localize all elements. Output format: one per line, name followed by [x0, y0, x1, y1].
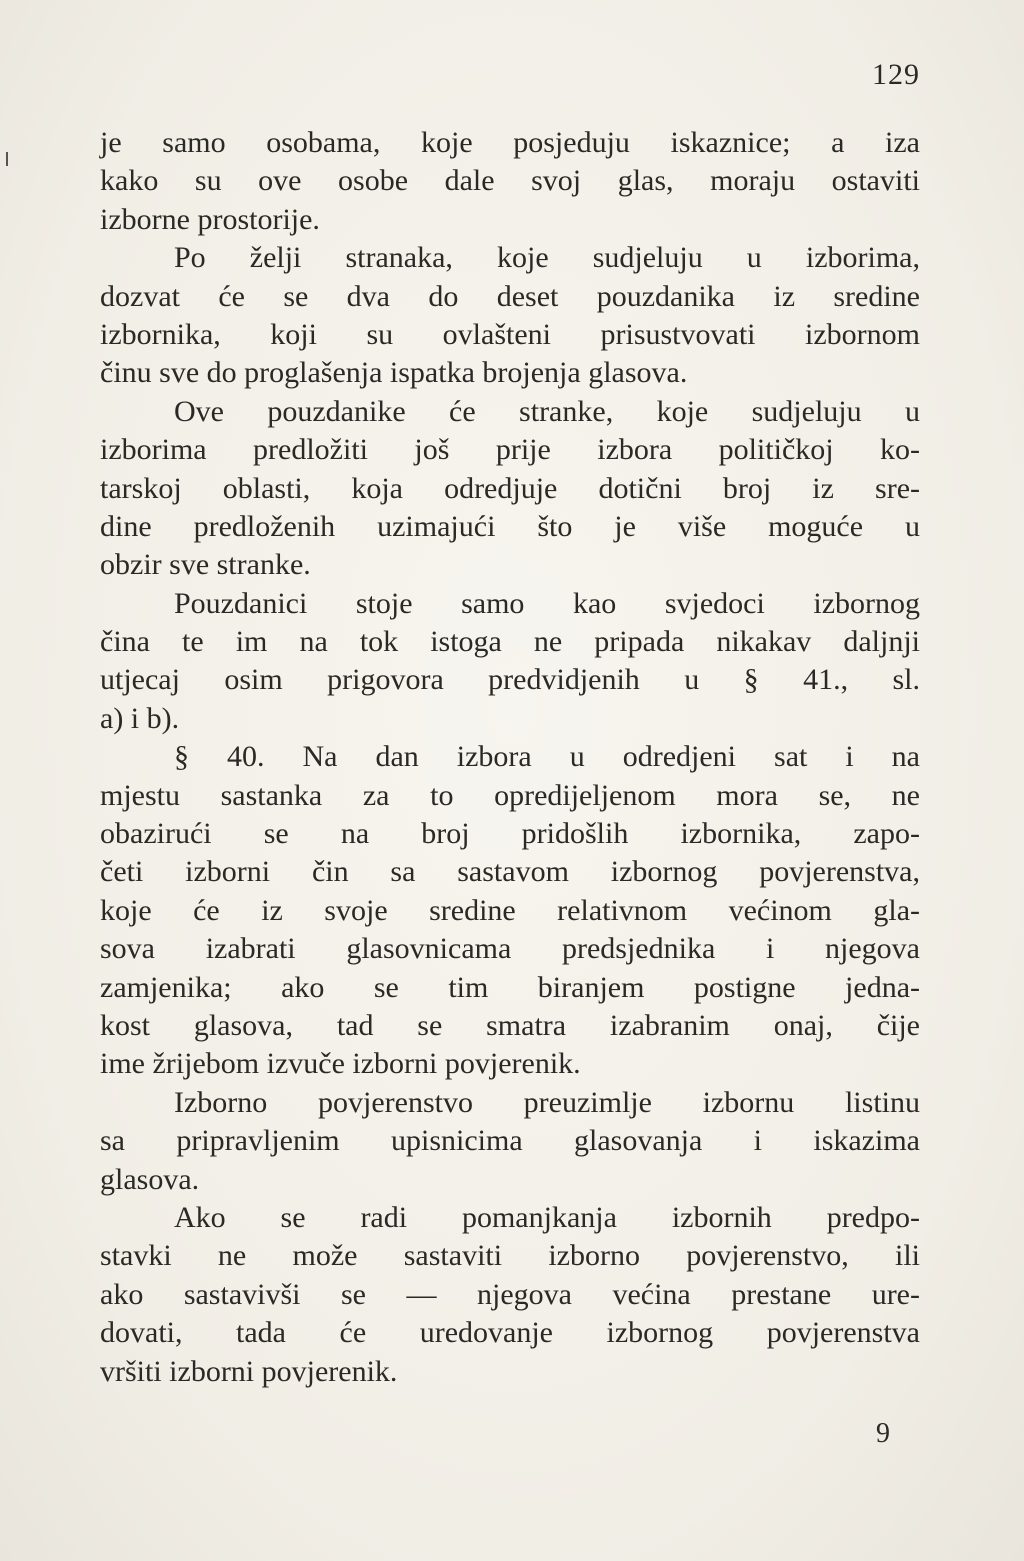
text-line: čina te im na tok istoga ne pripada nikakav daljnji: [100, 625, 920, 659]
text-line: Ako se radi pomanjkanja izbornih predpo-: [174, 1200, 920, 1234]
text-line: vršiti izborni povjerenik.: [100, 1354, 398, 1388]
text-line: kako su ove osobe dale svoj glas, moraju ostaviti: [100, 164, 920, 198]
text-line: stavki ne može sastaviti izborno povjerenstvo, ili: [100, 1239, 920, 1273]
body-text: [100, 124, 920, 1391]
text-line: tarskoj oblasti, koja odredjuje dotični broj iz sre-: [100, 471, 920, 505]
text-line: utjecaj osim prigovora predvidjenih u § 41., sl.: [100, 663, 920, 697]
text-line: izborne prostorije.: [100, 202, 320, 236]
signature-mark: 9: [876, 1418, 890, 1449]
text-line: § 40. Na dan izbora u odredjeni sat i na: [174, 740, 920, 774]
text-line: kost glasova, tad se smatra izabranim onaj, čije: [100, 1008, 920, 1042]
text-line: četi izborni čin sa sastavom izbornog povjerenstva,: [100, 855, 920, 889]
text-line: dine predloženih uzimajući što je više moguće u: [100, 509, 920, 543]
text-line: ime žrijebom izvuče izborni povjerenik.: [100, 1047, 581, 1081]
text-line: obazirući se na broj pridošlih izbornika, zapo-: [100, 817, 920, 851]
text-line: izborima predložiti još prije izbora političkoj ko-: [100, 433, 920, 467]
text-line: sova izabrati glasovnicama predsjednika i njegova: [100, 932, 920, 966]
text-line: sa pripravljenim upisnicima glasovanja i iskazima: [100, 1124, 920, 1158]
text-line: dozvat će se dva do deset pouzdanika iz sredine: [100, 279, 920, 313]
text-line: dovati, tada će uredovanje izbornog povjerenstva: [100, 1316, 920, 1350]
text-line: Po želji stranaka, koje sudjeluju u izborima,: [174, 241, 920, 275]
text-line: Izborno povjerenstvo preuzimlje izbornu listinu: [174, 1085, 920, 1119]
text-line: glasova.: [100, 1162, 200, 1196]
text-line: izbornika, koji su ovlašteni prisustvovati izbornom: [100, 317, 920, 351]
text-line: činu sve do proglašenja ispatka brojenja glasova.: [100, 356, 688, 390]
text-line: je samo osobama, koje posjeduju iskaznice; a iza: [100, 126, 920, 159]
text-line: mjestu sastanka za to opredijeljenom mora se, ne: [100, 778, 920, 812]
page-number: 129: [872, 58, 920, 91]
text-line: koje će iz svoje sredine relativnom većinom gla-: [100, 893, 920, 927]
text-line: ako sastavivši se — njegova većina prestane ure-: [100, 1277, 920, 1311]
text-line: Pouzdanici stoje samo kao svjedoci izbornog: [174, 586, 920, 620]
text-line: Ove pouzdanike će stranke, koje sudjeluju u: [174, 394, 920, 428]
text-line: a) i b).: [100, 701, 180, 735]
text-line: zamjenika; ako se tim biranjem postigne jedna-: [100, 970, 920, 1004]
margin-mark: [6, 152, 8, 166]
text-line: obzir sve stranke.: [100, 548, 311, 582]
